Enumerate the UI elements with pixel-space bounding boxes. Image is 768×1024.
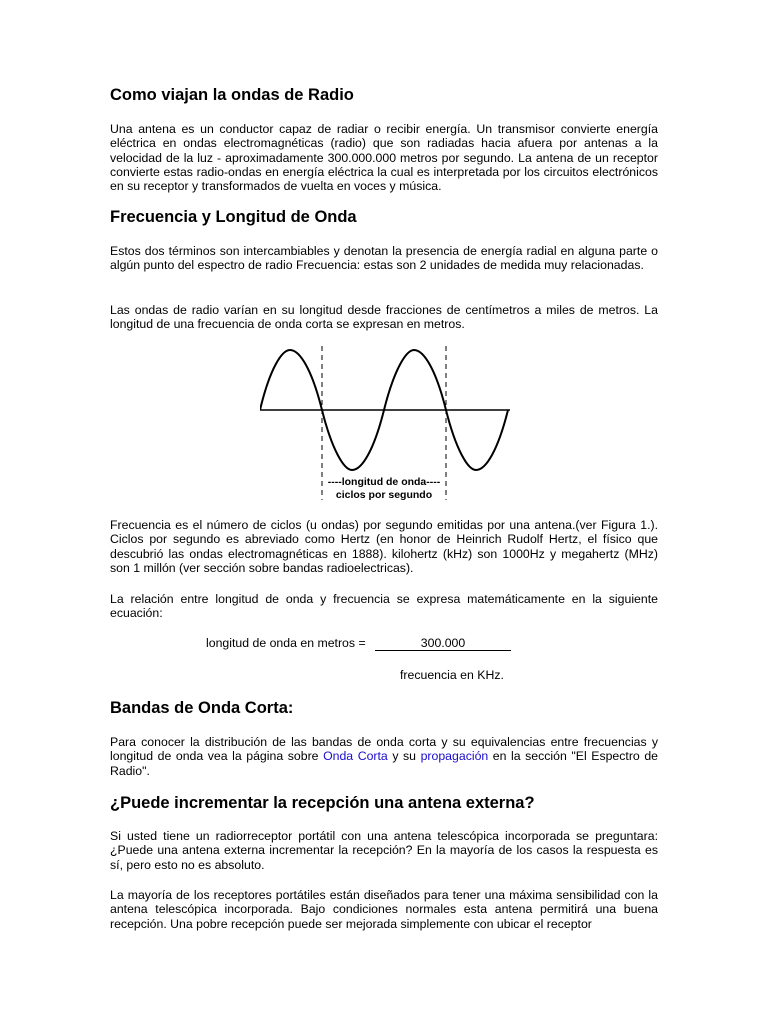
sine-wave-figure — [260, 340, 520, 508]
equation-numerator: 300.000 — [375, 636, 511, 651]
text-segment: Para conocer la distribución de las bandas de onda corta y su equivalencias entre frecuencias y longitud de onda vea la página sobre — [110, 735, 658, 764]
section-title-frequency-wavelength: Frecuencia y Longitud de Onda — [110, 208, 357, 226]
section-title-radio-waves: Como viajan la ondas de Radio — [110, 86, 354, 104]
paragraph-frequency-definition: Frecuencia es el número de ciclos (u ondas) por segundo emitidas por una antena.(ver Figura 1.). Ciclos por segundo es abreviado como Hertz (en honor de Heinrich Rudolf Hertz, el físico que descubrió las ondas electromagnéticas en 1888). kilohertz (kHz) son 1000Hz y megahertz (MHz) son 1 millón (ver sección sobre bandas radioelectricas). — [110, 518, 658, 575]
figure-label-cycles: ciclos por segundo — [335, 489, 433, 501]
link-onda-corta[interactable]: Onda Corta — [323, 749, 388, 764]
section-title-external-antenna: ¿Puede incrementar la recepción una antena externa? — [110, 794, 535, 812]
paragraph-antenna-intro: Una antena es un conductor capaz de radiar o recibir energía. Un transmisor convierte energía eléctrica en ondas electromagnéticas (radio) que son radiadas hacia afuera por antenas a la velocidad de la luz - aproximadamente 300.000.000 metros por segundo. La antena de un receptor convierte estas radio-ondas en energía eléctrica la cual es interpretada por los circuitos electrónicos en su receptor y transformados de vuelta en voces y música. — [110, 122, 658, 194]
section-title-shortwave-bands: Bandas de Onda Corta: — [110, 699, 294, 717]
equation-denominator: frecuencia en KHz. — [400, 668, 504, 682]
paragraph-equation-intro: La relación entre longitud de onda y frecuencia se expresa matemáticamente en la siguiente ecuación: — [110, 592, 658, 621]
paragraph-terms: Estos dos términos son intercambiables y denotan la presencia de energía radial en alguna parte o algún punto del espectro de radio Frecuencia: estas son 2 unidades de medida muy relacionadas. — [110, 244, 658, 273]
paragraph-external-antenna-question: Si usted tiene un radiorreceptor portátil con una antena telescópica incorporada se preguntara: ¿Puede una antena externa incrementar la recepción? En la mayoría de los casos la respuesta es sí, pero esto no es absoluto. — [110, 829, 658, 872]
paragraph-wavelength-range: Las ondas de radio varían en su longitud desde fracciones de centímetros a miles de metros. La longitud de una frecuencia de onda corta se expresan en metros. — [110, 303, 658, 332]
paragraph-shortwave-bands — [110, 735, 658, 778]
equation-left-side: longitud de onda en metros = — [206, 636, 366, 650]
figure-label-wavelength: ----longitud de onda---- — [327, 476, 441, 488]
text-segment: en la sección "El Espectro de Radio". — [110, 749, 659, 778]
sine-wave-diagram — [260, 340, 520, 508]
paragraph-portable-receivers: La mayoría de los receptores portátiles están diseñados para tener una máxima sensibilidad con la antena telescópica incorporada. Bajo condiciones normales esta antena permitirá una buena recepción. Una pobre recepción puede ser mejorada simplemente con ubicar el receptor — [110, 888, 658, 931]
link-propagacion[interactable]: propagación — [420, 749, 489, 764]
text-segment: y su — [387, 749, 421, 764]
